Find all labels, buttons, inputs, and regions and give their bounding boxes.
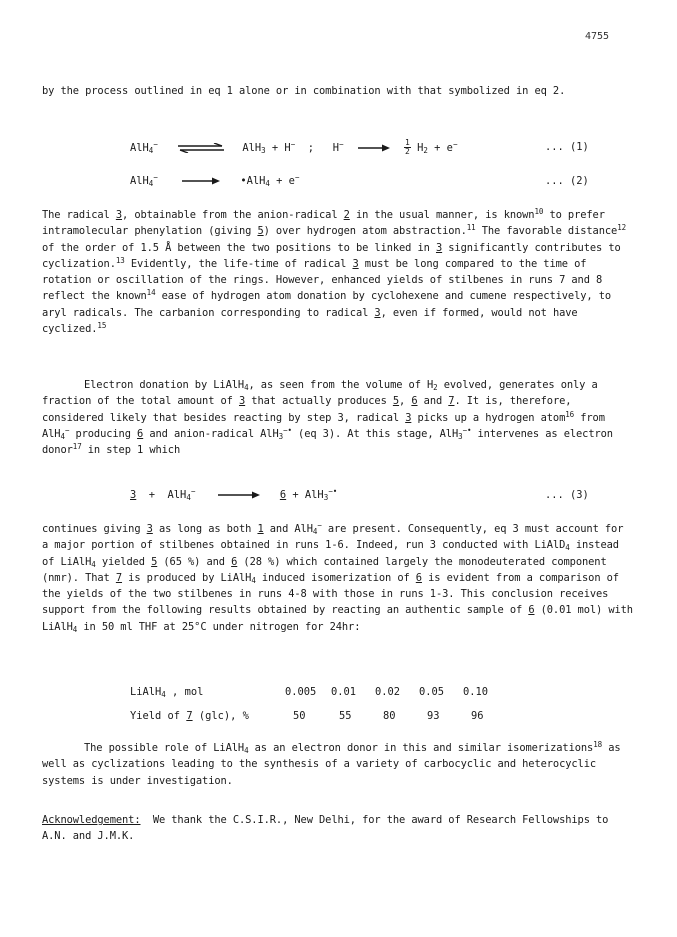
row-label-yield: Yield of 7 (glc), % [130,709,249,722]
acknowledgement [42,812,634,845]
possible-role-paragraph [42,740,634,789]
continues-text: continues giving 3 as long as both 1 and AlH$_4$− are present. Consequently, eq 3 must account for a major portion of stilbenes obtained in runs 1-6. Indeed, run 3 conducted with LiAlD$_4$ instead of LiAlH$_4$ yielded 5 (65 %) and 6 (28 %) which contained largely the monodeuterated component (nmr). That 7 is produced by LiAlH$_4$ induced isomerization of 6 is evident from a comparison of the yields of the two stilbenes in runs 4-8 with those in runs 1-3. This conclusion receives support from the following results obtained by reacting an authentic sample of 6 (0.01 mol) with LiAlH$_4$ in 50 ml THF at 25°C under nitrogen for 24hr: [42,521,633,634]
eq3-rhs: 6 + AlH$_3$−• [279,487,338,502]
table-cell: 80 [383,709,396,722]
radical-paragraph [42,207,634,337]
table-cell: 96 [471,709,484,722]
electron-donation-paragraph [42,377,634,458]
radical-text: The radical 3, obtainable from the anion-radical 2 in the usual manner, is known$^{10}$ to prefer intramolecular phenylation (giving 5) over hydrogen atom abstraction.$^{11}$ The favorable distance$^{12}$ of the order of 1.5 Å between the two positions to be linked in 3 significantly contributes to cyclization.$^{13}$ Evidently, the life-time of radical 3 must be long compared to the time of rotation or oscillation of the rings. However, enhanced yields of stilbenes in runs 7 and 8 reflect the known$^{14}$ ease of hydrogen atom donation by cyclohexene and cumene respectively, to aryl radicals. The carbanion corresponding to radical 3, even if formed, would not have cyclized.$^{15}$ [42,207,627,336]
acknowledgement-body: We thank the C.S.I.R., New Delhi, for the award of Research Fellowships to A.N. and J.M.K. [42,814,609,843]
intro-text: by the process outlined in eq 1 alone or in combination with that symbolized in eq 2. [42,85,566,97]
table-cell: 0.05 [419,685,445,698]
acknowledgement-text [42,812,634,845]
continues-paragraph [42,521,634,635]
equilibrium-arrow-icon [176,143,226,153]
page-number: 4755 [585,31,610,42]
row-label-lialh4: LiAlH$_4$ , mol [130,685,204,699]
equation-3 [130,487,610,503]
eq3-number: ... (3) [545,489,589,501]
table-cell: 50 [293,709,306,722]
eq2-rhs: •AlH$_4$ + e− [240,173,300,188]
equation-2 [130,173,610,189]
results-table-block [130,680,507,728]
eq3-lhs: 3 + AlH$_4$− [130,487,196,502]
acknowledgement-label: Acknowledgement: [42,814,141,826]
reaction-arrow-icon [356,144,392,152]
results-table [130,680,507,728]
one-half-fraction: $\frac{1}{2}$ [405,138,410,156]
table-cell: 93 [427,709,440,722]
eq1-hydrogen: $H_2 + e^-$ [417,139,458,155]
eq1-number: ... (1) [545,141,589,153]
reaction-arrow-icon [180,177,222,185]
reaction-arrow-icon [216,491,262,499]
eq2-number: ... (2) [545,175,589,187]
table-cell: 0.02 [375,685,401,698]
table-cell: 0.10 [463,685,489,698]
table-cell: 0.01 [331,685,357,698]
equation-1 [130,139,610,156]
eq1-lhs: AlH$_4$− [130,139,158,155]
possible-role-text: The possible role of LiAlH$_4$ as an electron donor in this and similar isomerizations$^{18}$ as well as cyclizations leading to the synthesis of a variety of carbocyclic and heterocyclic systems is under investigation. [42,740,621,787]
table-cell: 0.005 [285,685,317,698]
table-row [130,680,507,704]
eq1-products: AlH$_3$ + H− ; H− [242,139,344,155]
table-cell: 55 [339,709,352,722]
table-row [130,704,507,728]
electron-donation-text: Electron donation by LiAlH$_4$, as seen from the volume of $H_2$ evolved, generates only a fraction of the total amount of 3 that actually produces 5, 6 and 7. It is, therefore, considered likely that besides reacting by step 3, radical 3 picks up a hydrogen atom$^{16}$ from AlH$_4$− producing 6 and anion-radical AlH$_3$−• (eq 3). At this stage, AlH$_3$−• intervenes as electron donor$^{17}$ in step 1 which [42,379,613,457]
intro-paragraph [42,83,634,99]
eq2-lhs: AlH$_4$− [130,173,158,188]
